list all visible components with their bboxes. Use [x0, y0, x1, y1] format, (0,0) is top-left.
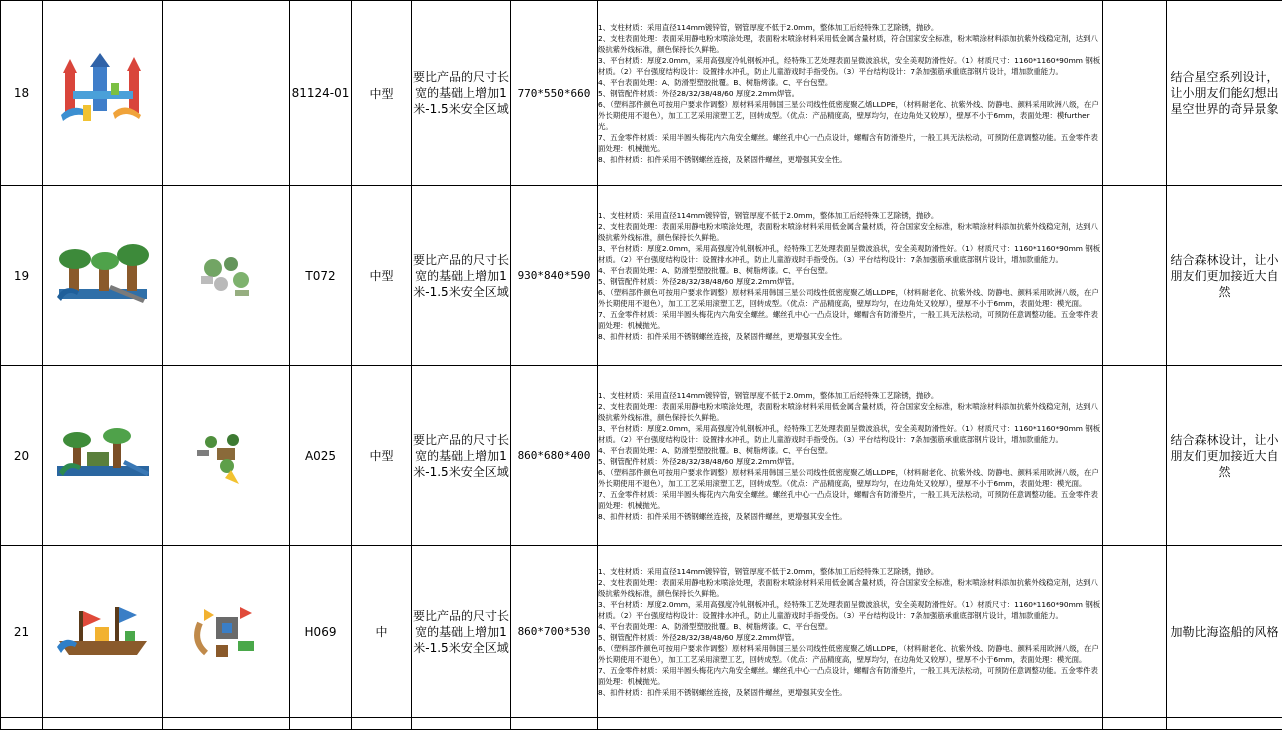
- spec-line: 8、扣件材质：扣件采用不锈钢螺丝连接，及紧固件螺丝，更增强其安全性。: [598, 331, 1102, 342]
- safety-requirement: 要比产品的尺寸长宽的基础上增加1米-1.5米安全区域: [412, 366, 511, 546]
- product-size: 860*680*400: [511, 366, 598, 546]
- spec-line: 4、平台表面处理：A、防滑型塑胶批覆。B、树脂烤漆。C、平台包塑。: [598, 621, 1102, 632]
- spec-line: 2、支柱表面处理：表面采用静电粉末喷涂处理，表面粉末喷涂材料采用低金属含量材质，符合国家安全标准，粉末喷涂材料添加抗紫外线稳定剂，达到八级抗紫外线标准，颜色保持长久鲜艳。: [598, 401, 1102, 423]
- table-row: [1, 366, 1282, 546]
- spec-line: 8、扣件材质：扣件采用不锈钢螺丝连接，及紧固件螺丝，更增强其安全性。: [598, 154, 1102, 165]
- spec-line: 8、扣件材质：扣件采用不锈钢螺丝连接，及紧固件螺丝，更增强其安全性。: [598, 511, 1102, 522]
- product-photo: [43, 366, 163, 546]
- product-photo: [43, 1, 163, 186]
- empty-cell: [1103, 1, 1167, 186]
- product-code: T072: [290, 186, 352, 366]
- spec-line: 3、平台材质：厚度2.0mm，采用高强度冷轧钢板冲孔，经特殊工艺处理表面呈微波浪状，安全美观防滑性好。（1）材质尺寸：1160*1160*90mm 钢板材质。（2）平台强度结构设计：设置排水冲孔，防止儿童游戏时手指受伤。（3）平台结构设计：7条加强筋承重底部钢片设计，增加款重能力。: [598, 423, 1102, 445]
- material-specs: [598, 1, 1103, 186]
- spec-line: 3、平台材质：厚度2.0mm，采用高强度冷轧钢板冲孔，经特殊工艺处理表面呈微波浪状，安全美观防滑性好。（1）材质尺寸：1160*1160*90mm 钢板材质。（2）平台强度结构设计：设置排水冲孔，防止儿童游戏时手指受伤。（3）平台结构设计：7条加强筋承重底部钢片设计，增加款重能力。: [598, 599, 1102, 621]
- spec-line: 1、支柱材质：采用直径114mm镀锌管，钢管厚度不低于2.0mm，整体加工后经特殊工艺除锈，抛砂。: [598, 210, 1102, 221]
- spec-line: 5、钢管配件材质：外径28/32/38/48/60 厚度2.2mm焊管。: [598, 456, 1102, 467]
- spec-line: 1、支柱材质：采用直径114mm镀锌管，钢管厚度不低于2.0mm，整体加工后经特殊工艺除锈，抛砂。: [598, 566, 1102, 577]
- spec-line: 6、（塑料部件颜色可按用户要求作调整）原材料采用韩国三星公司线性低密度聚乙烯LLDPE，（材料耐老化、抗紫外线、防静电、颜料采用欧洲八级，在户外长期使用不退色），加工工艺采用滚塑工艺，回转成型。（优点：产品精度高，壁厚均匀，在边角处又较厚），壁厚不小于6mm，表面处理：模光面。: [598, 643, 1102, 665]
- spec-line: 4、平台表面处理：A、防滑型塑胶批覆。B、树脂烤漆。C、平台包塑。: [598, 445, 1102, 456]
- product-plan-image: [163, 1, 290, 186]
- product-plan-image: [163, 186, 290, 366]
- spec-line: 7、五金零件材质：采用半圆头梅花内六角安全螺丝。螺丝孔中心一凸点设计，螺帽含有防滑垫片，一般工具无法松动，可预防任意调整功能。五金零件表面处理：机械抛光。: [598, 665, 1102, 687]
- product-code: A025: [290, 366, 352, 546]
- spec-line: 5、钢管配件材质：外径28/32/38/48/60 厚度2.2mm焊管。: [598, 88, 1102, 99]
- product-code: H069: [290, 546, 352, 718]
- product-photo: [43, 546, 163, 718]
- material-specs: [598, 186, 1103, 366]
- table-row: [1, 546, 1282, 718]
- product-plan-image: [163, 546, 290, 718]
- safety-requirement: 要比产品的尺寸长宽的基础上增加1米-1.5米安全区域: [412, 1, 511, 186]
- product-type: 中型: [352, 1, 412, 186]
- spec-line: 3、平台材质：厚度2.0mm，采用高强度冷轧钢板冲孔，经特殊工艺处理表面呈微波浪状，安全美观防滑性好。（1）材质尺寸：1160*1160*90mm 钢板材质。（2）平台强度结构设计：设置排水冲孔，防止儿童游戏时手指受伤。（3）平台结构设计：7条加强筋承重底部钢片设计，增加款重能力。: [598, 55, 1102, 77]
- spec-line: 2、支柱表面处理：表面采用静电粉末喷涂处理，表面粉末喷涂材料采用低金属含量材质，符合国家安全标准，粉末喷涂材料添加抗紫外线稳定剂，达到八级抗紫外线标准，颜色保持长久鲜艳。: [598, 221, 1102, 243]
- row-number: 21: [1, 546, 43, 718]
- spec-line: 4、平台表面处理：A、防滑型塑胶批覆。B、树脂烤漆。C、平台包塑。: [598, 265, 1102, 276]
- spec-line: 6、（塑料部件颜色可按用户要求作调整）原材料采用韩国三星公司线性低密度聚乙烯LLDPE，（材料耐老化、抗紫外线、防静电、颜料采用欧洲八级，在户外长期使用不退色），加工工艺采用滚塑工艺，回转成型。（优点：产品精度高，壁厚均匀，在边角处又较厚），壁厚不小于6mm，表面处理：模光面。: [598, 467, 1102, 489]
- spec-line: 7、五金零件材质：采用半圆头梅花内六角安全螺丝。螺丝孔中心一凸点设计，螺帽含有防滑垫片，一般工具无法松动，可预防任意调整功能。五金零件表面处理：机械抛光。: [598, 132, 1102, 154]
- table-row: [1, 1, 1282, 186]
- spec-line: 6、（塑料部件颜色可按用户要求作调整）原材料采用韩国三星公司线性低密度聚乙烯LLDPE，（材料耐老化、抗紫外线、防静电、颜料采用欧洲八级，在户外长期使用不退色），加工工艺采用滚塑工艺，回转成型。（优点：产品精度高，壁厚均匀，在边角处又较厚），壁厚不小于6mm，表面处理：模further光。: [598, 99, 1102, 132]
- spec-line: 7、五金零件材质：采用半圆头梅花内六角安全螺丝。螺丝孔中心一凸点设计，螺帽含有防滑垫片，一般工具无法松动，可预防任意调整功能。五金零件表面处理：机械抛光。: [598, 309, 1102, 331]
- spec-line: 5、钢管配件材质：外径28/32/38/48/60 厚度2.2mm焊管。: [598, 276, 1102, 287]
- product-size: 930*840*590: [511, 186, 598, 366]
- spec-line: 6、（塑料部件颜色可按用户要求作调整）原材料采用韩国三星公司线性低密度聚乙烯LLDPE，（材料耐老化、抗紫外线、防静电、颜料采用欧洲八级，在户外长期使用不退色），加工工艺采用滚塑工艺，回转成型。（优点：产品精度高，壁厚均匀，在边角处又较厚），壁厚不小于6mm，表面处理：模光面。: [598, 287, 1102, 309]
- product-plan-image: [163, 366, 290, 546]
- safety-requirement: 要比产品的尺寸长宽的基础上增加1米-1.5米安全区域: [412, 546, 511, 718]
- spec-line: 8、扣件材质：扣件采用不锈钢螺丝连接，及紧固件螺丝，更增强其安全性。: [598, 687, 1102, 698]
- spec-line: 3、平台材质：厚度2.0mm，采用高强度冷轧钢板冲孔，经特殊工艺处理表面呈微波浪状，安全美观防滑性好。（1）材质尺寸：1160*1160*90mm 钢板材质。（2）平台强度结构设计：设置排水冲孔，防止儿童游戏时手指受伤。（3）平台结构设计：7条加强筋承重底部钢片设计，增加款重能力。: [598, 243, 1102, 265]
- row-number: 19: [1, 186, 43, 366]
- material-specs: [598, 546, 1103, 718]
- pirate-plan-image: [186, 597, 266, 667]
- row-number: 20: [1, 366, 43, 546]
- spec-line: 7、五金零件材质：采用半圆头梅花内六角安全螺丝。螺丝孔中心一凸点设计，螺帽含有防滑垫片，一般工具无法松动，可预防任意调整功能。五金零件表面处理：机械抛光。: [598, 489, 1102, 511]
- spec-line: 2、支柱表面处理：表面采用静电粉末喷涂处理，表面粉末喷涂材料采用低金属含量材质，符合国家安全标准，粉末喷涂材料添加抗紫外线稳定剂，达到八级抗紫外线标准，颜色保持长久鲜艳。: [598, 33, 1102, 55]
- empty-cell: [1103, 546, 1167, 718]
- playground-forest-image: [55, 241, 151, 311]
- spec-line: 1、支柱材质：采用直径114mm镀锌管，钢管厚度不低于2.0mm，整体加工后经特殊工艺除锈，抛砂。: [598, 390, 1102, 401]
- spec-line: 5、钢管配件材质：外径28/32/38/48/60 厚度2.2mm焊管。: [598, 632, 1102, 643]
- forest-plan-image: [191, 246, 261, 306]
- row-number: 18: [1, 1, 43, 186]
- product-code: 81124-01: [290, 1, 352, 186]
- product-size: 860*700*530: [511, 546, 598, 718]
- design-description: 结合星空系列设计，让小朋友们能幻想出星空世界的奇异景象: [1167, 1, 1282, 186]
- spec-line: 4、平台表面处理：A、防滑型塑胶批覆。B、树脂烤漆。C、平台包塑。: [598, 77, 1102, 88]
- design-description: 加勒比海盗船的风格: [1167, 546, 1282, 718]
- table-row: [1, 186, 1282, 366]
- spec-line: 2、支柱表面处理：表面采用静电粉末喷涂处理，表面粉末喷涂材料采用低金属含量材质，符合国家安全标准，粉末喷涂材料添加抗紫外线稳定剂，达到八级抗紫外线标准，颜色保持长久鲜艳。: [598, 577, 1102, 599]
- safety-requirement: 要比产品的尺寸长宽的基础上增加1米-1.5米安全区域: [412, 186, 511, 366]
- product-size: 770*550*660: [511, 1, 598, 186]
- playground-pirate-ship-image: [55, 597, 151, 667]
- product-type: 中型: [352, 186, 412, 366]
- product-type: 中: [352, 546, 412, 718]
- jungle-plan-image: [191, 426, 261, 486]
- product-photo: [43, 186, 163, 366]
- empty-cell: [1103, 186, 1167, 366]
- product-type: 中型: [352, 366, 412, 546]
- empty-cell: [1103, 366, 1167, 546]
- design-description: 结合森林设计，让小朋友们更加接近大自然: [1167, 366, 1282, 546]
- playground-jungle-image: [55, 426, 151, 486]
- spec-line: 1、支柱材质：采用直径114mm镀锌管，钢管厚度不低于2.0mm，整体加工后经特殊工艺除锈，抛砂。: [598, 22, 1102, 33]
- playground-castle-image: [53, 53, 153, 133]
- design-description: 结合森林设计，让小朋友们更加接近大自然: [1167, 186, 1282, 366]
- material-specs: [598, 366, 1103, 546]
